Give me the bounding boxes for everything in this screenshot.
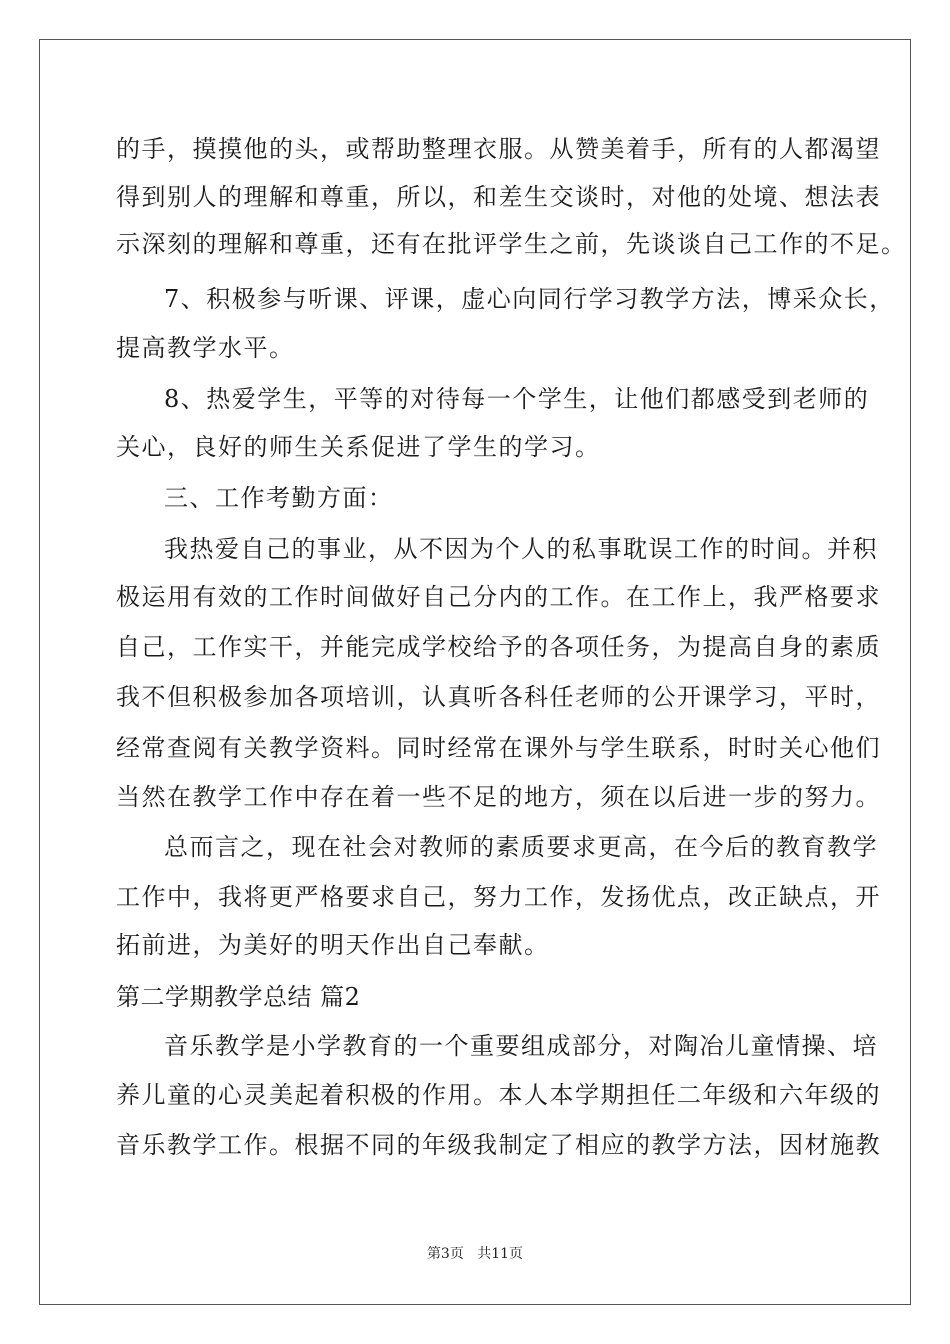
- text-line: 提高教学水平。: [116, 334, 295, 362]
- text-line: 关心，良好的师生关系促进了学生的学习。: [116, 433, 601, 461]
- text-line: 养儿童的心灵美起着积极的作用。本人本学期担任二年级和六年级的: [116, 1081, 881, 1109]
- text-line: 7、积极参与听课、评课，虚心向同行学习教学方法，博采众长，: [164, 285, 895, 313]
- text-line: 示深刻的理解和尊重，还有在批评学生之前，先谈谈自己工作的不足。: [116, 230, 907, 258]
- text-line: 工作中，我将更严格要求自己，努力工作，发扬优点，改正缺点，开: [116, 883, 881, 911]
- text-line: 我不但积极参加各项培训，认真听各科任老师的公开课学习，平时，: [116, 683, 881, 711]
- text-line: 8、热爱学生，平等的对待每一个学生，让他们都感受到老师的: [164, 385, 870, 413]
- text-line: 音乐教学是小学教育的一个重要组成部分，对陶冶儿童情操、培: [164, 1032, 878, 1060]
- text-line: 总而言之，现在社会对教师的素质要求更高，在今后的教育教学: [164, 833, 878, 861]
- text-line: 自己，工作实干，并能完成学校给予的各项任务，为提高自身的素质: [116, 633, 881, 661]
- text-line: 经常查阅有关教学资料。同时经常在课外与学生联系，时时关心他们: [116, 734, 881, 762]
- page-total: 共11页: [477, 1246, 524, 1262]
- article-heading: 第二学期教学总结 篇2: [116, 983, 361, 1011]
- section-heading: 三、工作考勤方面：: [164, 484, 394, 512]
- page-number: 第3页: [426, 1246, 464, 1262]
- page-footer: [0, 1245, 950, 1263]
- text-line: 拓前进，为美好的明天作出自己奉献。: [116, 931, 550, 959]
- text-line: 的手，摸摸他的头，或帮助整理衣服。从赞美着手，所有的人都渴望: [116, 135, 881, 163]
- text-line: 极运用有效的工作时间做好自己分内的工作。在工作上，我严格要求: [116, 583, 881, 611]
- text-line: 我热爱自己的事业，从不因为个人的私事耽误工作的时间。并积: [164, 535, 878, 563]
- text-line: 当然在教学工作中存在着一些不足的地方，须在以后进一步的努力。: [116, 783, 881, 811]
- text-line: 得到别人的理解和尊重，所以，和差生交谈时，对他的处境、想法表: [116, 183, 881, 211]
- text-line: 音乐教学工作。根据不同的年级我制定了相应的教学方法，因材施教: [116, 1131, 881, 1159]
